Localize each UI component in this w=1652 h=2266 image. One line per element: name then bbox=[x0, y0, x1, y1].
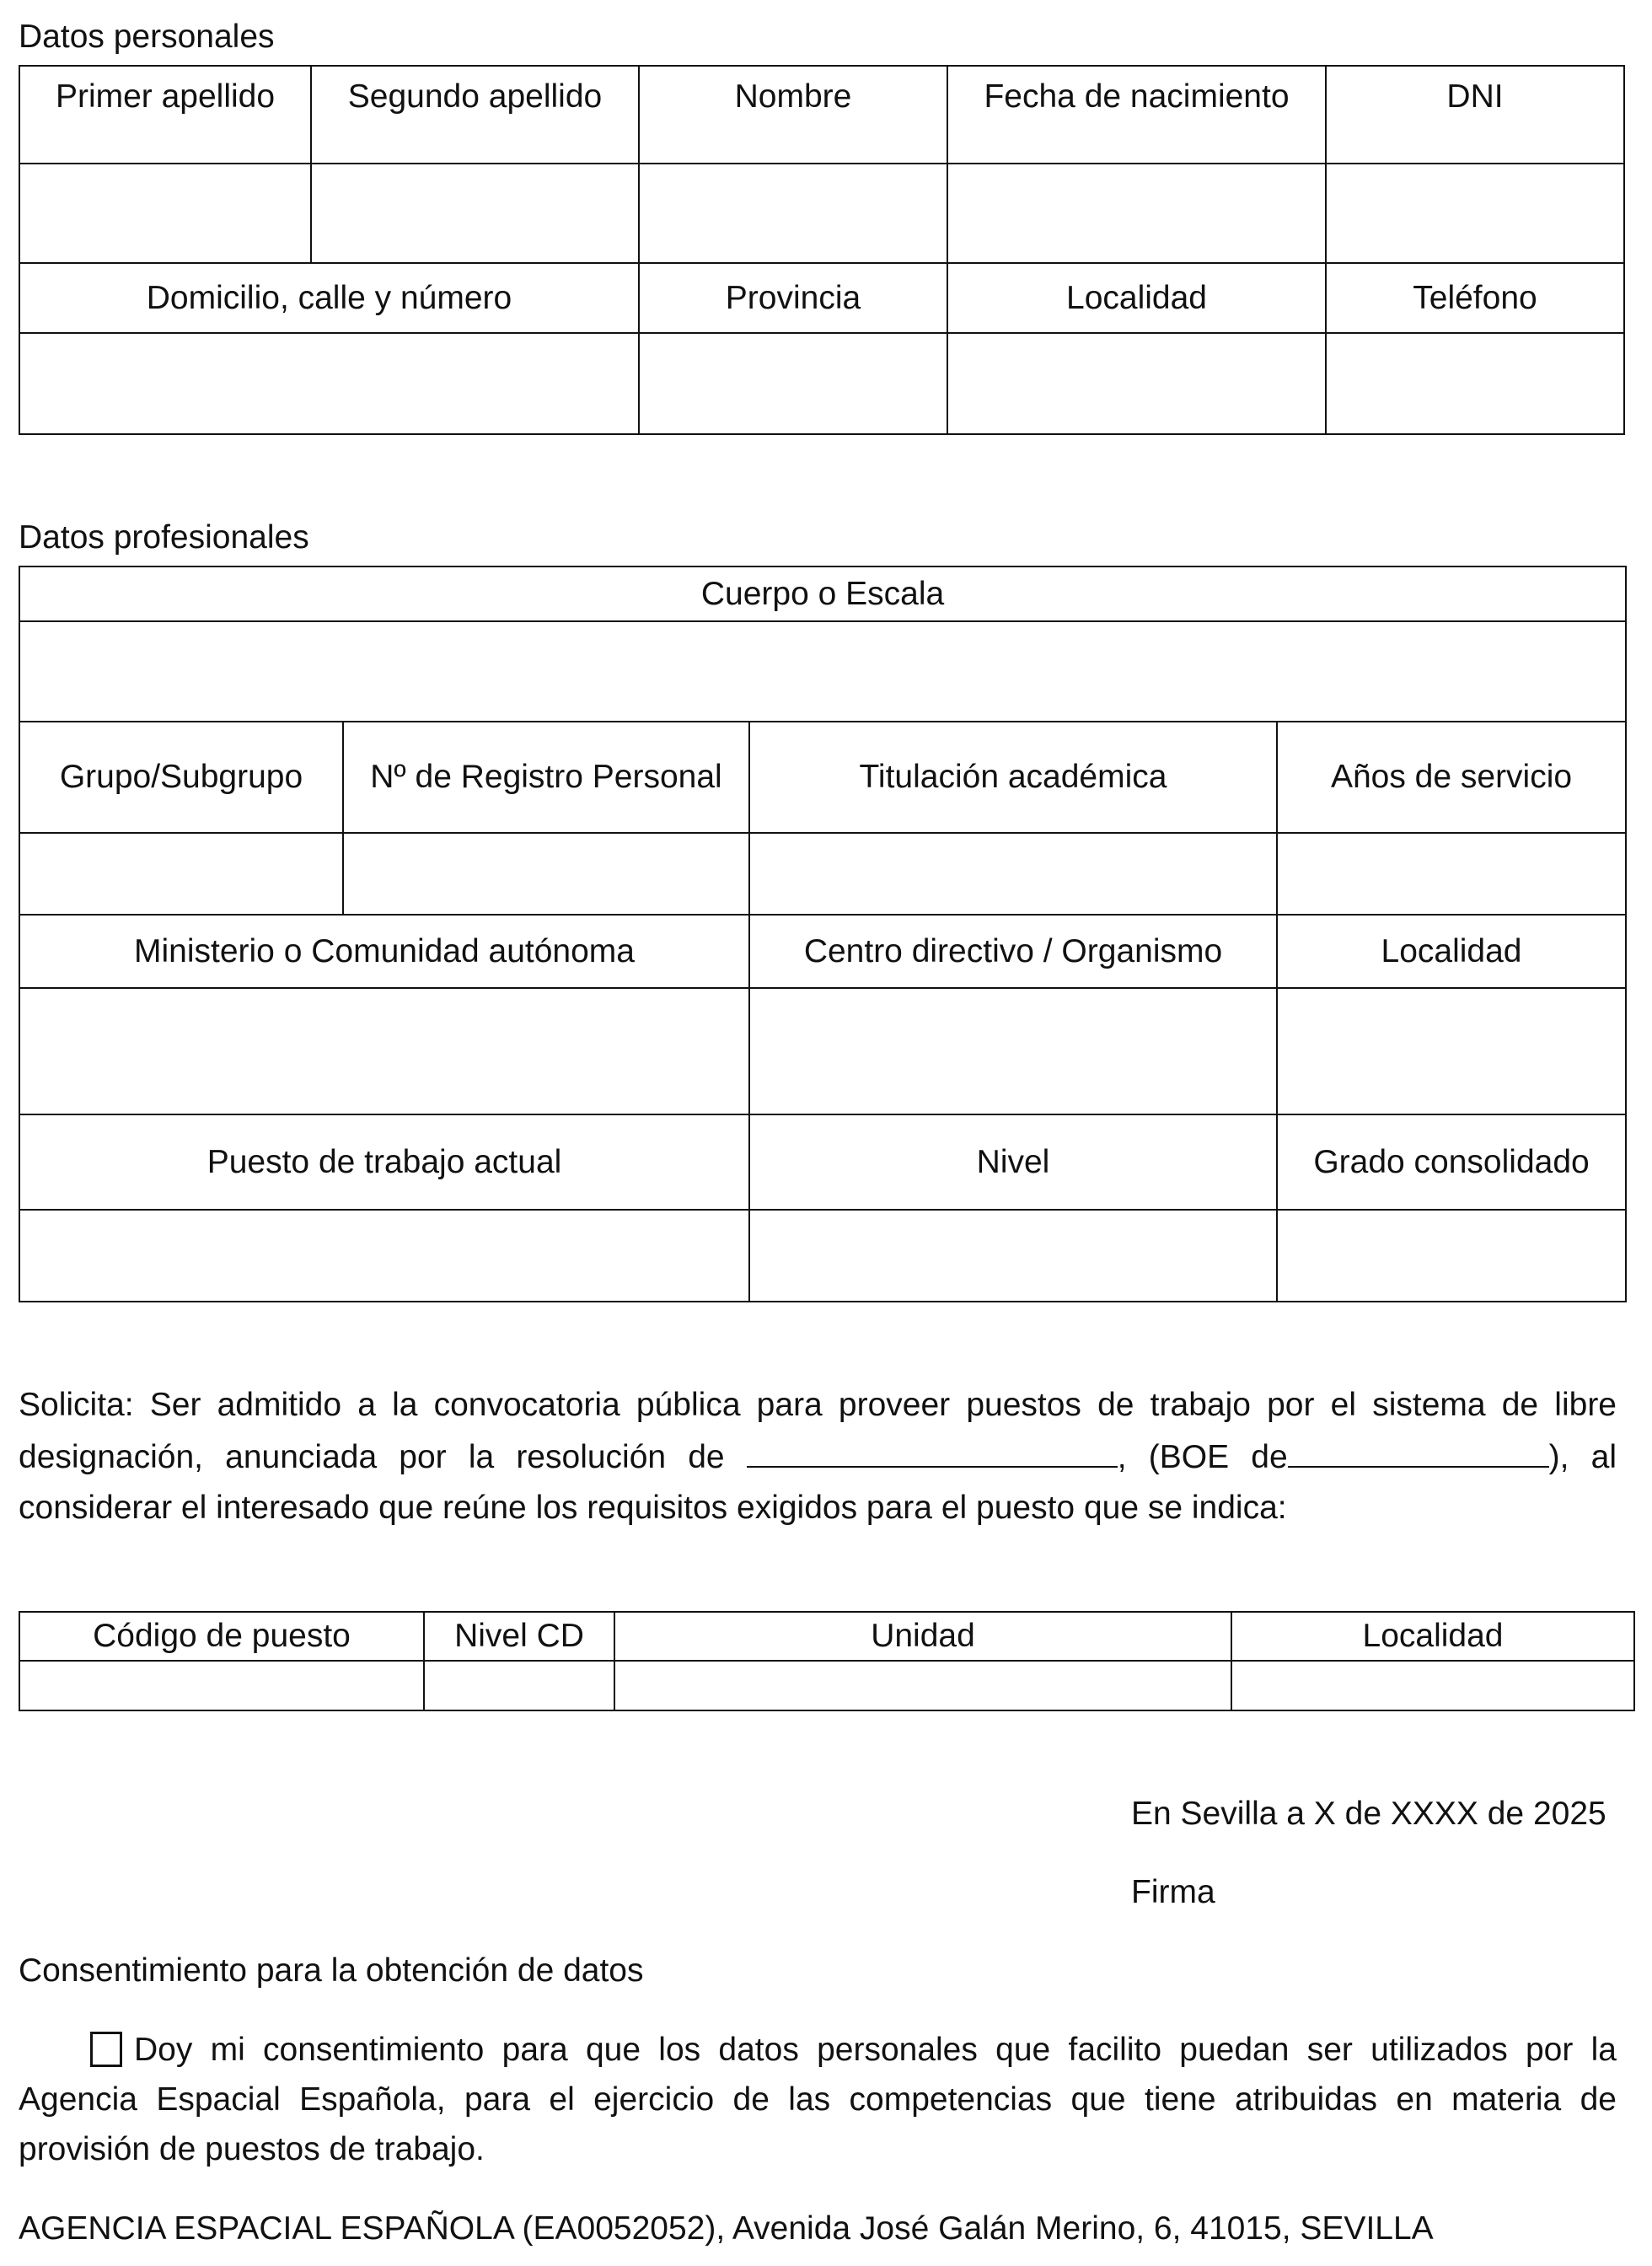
input-registro-personal[interactable] bbox=[343, 833, 749, 915]
request-text-1: Solicita: Ser admitido a la convocatoria pública para proveer puestos de trabajo por el sistema de libre designación, anunciada por la resolución de bbox=[19, 1387, 1617, 1475]
header-codigo-puesto: Código de puesto bbox=[19, 1612, 424, 1661]
input-cuerpo-escala[interactable] bbox=[19, 621, 1626, 722]
position-table bbox=[19, 1611, 1635, 1711]
header-nivel: Nivel bbox=[749, 1114, 1277, 1210]
input-codigo-puesto[interactable] bbox=[19, 1661, 424, 1710]
header-dni: DNI bbox=[1326, 66, 1624, 164]
input-nivel[interactable] bbox=[749, 1210, 1277, 1302]
input-unidad[interactable] bbox=[614, 1661, 1231, 1710]
request-text-3: ), al considerar el interesado que reúne los requisitos exigidos para el puesto que se indica: bbox=[19, 1439, 1617, 1526]
header-primer-apellido: Primer apellido bbox=[19, 66, 311, 164]
footer-address: AGENCIA ESPACIAL ESPAÑOLA (EA0052052), Avenida José Galán Merino, 6, 41015, SEVILLA bbox=[19, 2210, 1434, 2247]
input-localidad-puesto[interactable] bbox=[1231, 1661, 1634, 1710]
header-nivel-cd: Nivel CD bbox=[424, 1612, 614, 1661]
header-puesto-actual: Puesto de trabajo actual bbox=[19, 1114, 749, 1210]
input-nivel-cd[interactable] bbox=[424, 1661, 614, 1710]
boe-date-blank[interactable] bbox=[1288, 1431, 1549, 1468]
header-localidad: Localidad bbox=[947, 263, 1326, 333]
personal-data-title: Datos personales bbox=[19, 19, 275, 55]
place-date: En Sevilla a X de XXXX de 2025 bbox=[1131, 1796, 1606, 1832]
header-grado-consolidado: Grado consolidado bbox=[1277, 1114, 1626, 1210]
header-cuerpo-escala: Cuerpo o Escala bbox=[19, 566, 1626, 621]
input-titulacion[interactable] bbox=[749, 833, 1277, 915]
input-ministerio[interactable] bbox=[19, 988, 749, 1114]
header-localidad-puesto: Localidad bbox=[1231, 1612, 1634, 1661]
header-nombre: Nombre bbox=[639, 66, 947, 164]
resolution-blank[interactable] bbox=[747, 1431, 1118, 1468]
input-provincia[interactable] bbox=[639, 333, 947, 434]
input-anos-servicio[interactable] bbox=[1277, 833, 1626, 915]
header-fecha-nacimiento: Fecha de nacimiento bbox=[947, 66, 1326, 164]
header-unidad: Unidad bbox=[614, 1612, 1231, 1661]
consent-title: Consentimiento para la obtención de datos bbox=[19, 1952, 644, 1989]
request-text-2: , (BOE de bbox=[1117, 1439, 1288, 1475]
consent-checkbox[interactable] bbox=[90, 2032, 122, 2067]
signature-label: Firma bbox=[1131, 1874, 1215, 1910]
input-localidad-prof[interactable] bbox=[1277, 988, 1626, 1114]
header-provincia: Provincia bbox=[639, 263, 947, 333]
input-nombre[interactable] bbox=[639, 164, 947, 263]
consent-text: Doy mi consentimiento para que los datos personales que facilito puedan ser utilizados por la Agencia Espacial Española, para el ejercicio de las competencias que tiene atribuidas en materia de provisión de puestos de trabajo. bbox=[19, 2032, 1617, 2167]
header-registro-personal: Nº de Registro Personal bbox=[343, 722, 749, 833]
input-primer-apellido[interactable] bbox=[19, 164, 311, 263]
input-localidad[interactable] bbox=[947, 333, 1326, 434]
header-domicilio: Domicilio, calle y número bbox=[19, 263, 639, 333]
professional-data-title: Datos profesionales bbox=[19, 519, 309, 556]
input-puesto-actual[interactable] bbox=[19, 1210, 749, 1302]
header-telefono: Teléfono bbox=[1326, 263, 1624, 333]
input-domicilio[interactable] bbox=[19, 333, 639, 434]
header-centro-directivo: Centro directivo / Organismo bbox=[749, 915, 1277, 988]
header-anos-servicio: Años de servicio bbox=[1277, 722, 1626, 833]
professional-data-table bbox=[19, 566, 1627, 1302]
header-grupo-subgrupo: Grupo/Subgrupo bbox=[19, 722, 343, 833]
input-telefono[interactable] bbox=[1326, 333, 1624, 434]
input-grado-consolidado[interactable] bbox=[1277, 1210, 1626, 1302]
header-titulacion: Titulación académica bbox=[749, 722, 1277, 833]
consent-paragraph bbox=[19, 2025, 1617, 2174]
personal-data-table bbox=[19, 65, 1625, 435]
header-ministerio: Ministerio o Comunidad autónoma bbox=[19, 915, 749, 988]
request-paragraph bbox=[19, 1380, 1617, 1533]
input-dni[interactable] bbox=[1326, 164, 1624, 263]
header-localidad-prof: Localidad bbox=[1277, 915, 1626, 988]
input-centro-directivo[interactable] bbox=[749, 988, 1277, 1114]
input-grupo-subgrupo[interactable] bbox=[19, 833, 343, 915]
input-fecha-nacimiento[interactable] bbox=[947, 164, 1326, 263]
header-segundo-apellido: Segundo apellido bbox=[311, 66, 639, 164]
input-segundo-apellido[interactable] bbox=[311, 164, 639, 263]
